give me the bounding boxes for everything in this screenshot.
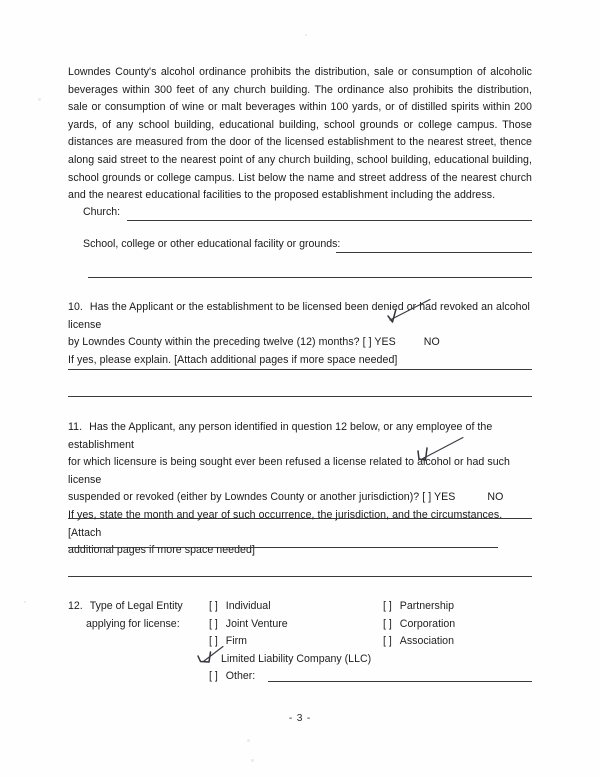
school-field-line[interactable]	[336, 252, 532, 253]
option-other[interactable]	[209, 668, 371, 686]
question-11-number: 11.	[68, 421, 83, 433]
question-12-label	[68, 598, 183, 633]
question-12-number: 12.	[68, 600, 83, 612]
scan-speck	[251, 759, 254, 762]
question-10-line-3: If yes, please explain. [Attach additional pages if more space needed]	[68, 353, 398, 366]
question-12-options-left	[209, 598, 371, 686]
question-10-number: 10.	[68, 301, 83, 313]
question-10-line-1-text: Has the Applicant or the establishment to be licensed been denied or had revoked an alcohol license	[68, 301, 530, 331]
option-firm[interactable]	[209, 633, 371, 651]
option-individual[interactable]	[209, 598, 371, 616]
option-firm-label: Firm	[225, 635, 247, 647]
question-11-no-option[interactable]: NO	[487, 491, 504, 504]
option-association-label: Association	[399, 635, 454, 647]
question-9	[68, 64, 532, 205]
question-11-line-2: for which licensure is being sought ever been refused a license related to alcohol or had such license	[68, 456, 510, 486]
question-9-text: Lowndes County's alcohol ordinance prohibits the distribution, sale or consumption of alcoholic beverages within 300 feet of any church building. The ordinance also prohibits the distribution, sale or consumption of wine or malt beverages within 100 yards, or of distilled spirits within 200 yards, of any school building, educational building, school grounds or college campus. Those distances are measured from the door of the licensed establishment to the nearest street, thence along said street to the nearest point of any church building, school building, educational building, school grounds or college campus. List below the name and street address of the nearest church and the nearest educational facilities to the proposed establishment including the address.	[68, 66, 532, 202]
school-field-label: School, college or other educational facility or grounds:	[83, 238, 341, 250]
question-11-line-3	[68, 489, 532, 507]
scan-speck	[247, 739, 250, 742]
q10-answer-line-2[interactable]	[68, 396, 532, 397]
question-10-line-1	[68, 299, 532, 334]
checkbox-individual[interactable]: [ ]	[209, 600, 218, 612]
checkbox-partnership[interactable]: [ ]	[383, 600, 392, 612]
option-other-line[interactable]	[268, 681, 532, 682]
question-12-options-right	[383, 598, 455, 651]
option-corporation[interactable]	[383, 616, 455, 634]
question-10-no-option[interactable]: NO	[423, 336, 440, 349]
page-number: - 3 -	[288, 713, 312, 724]
q9-continuation-line[interactable]	[88, 277, 532, 278]
question-12-label-line-2: applying for license:	[86, 617, 180, 630]
question-10-yes-option[interactable]: by Lowndes County within the preceding twelve (12) months? [ ] YES	[68, 336, 396, 349]
question-11-line-4: If yes, state the month and year of such occurrence, the jurisdiction, and the circumstances. [Attach	[68, 508, 503, 539]
option-joint-venture-label: Joint Venture	[225, 617, 288, 630]
q11-answer-line-1[interactable]	[68, 518, 532, 519]
question-11	[68, 419, 532, 560]
q11-answer-line-2[interactable]	[68, 547, 498, 548]
question-11-line-1-text: Has the Applicant, any person identified in question 12 below, or any employee of the establishment	[68, 421, 493, 451]
option-individual-label: Individual	[225, 600, 271, 612]
question-11-line-5: additional pages if more space needed]	[68, 544, 255, 557]
scan-speck	[24, 601, 26, 603]
option-llc-label: Limited Liability Company (LLC)	[221, 652, 372, 665]
scan-speck	[305, 34, 307, 36]
question-10	[68, 299, 532, 369]
checkbox-firm[interactable]: [ ]	[209, 635, 218, 647]
option-association[interactable]	[383, 633, 455, 651]
church-field-label: Church:	[83, 206, 121, 218]
checkbox-corporation[interactable]: [ ]	[383, 617, 392, 630]
question-11-line-1	[68, 419, 532, 454]
question-11-yes-option[interactable]: suspended or revoked (either by Lowndes County or another jurisdiction)? [ ] YES	[68, 491, 456, 504]
option-partnership[interactable]	[383, 598, 455, 616]
scan-speck	[38, 98, 41, 101]
checkbox-other[interactable]: [ ]	[209, 670, 218, 682]
option-joint-venture[interactable]	[209, 616, 371, 634]
option-corporation-label: Corporation	[399, 617, 456, 630]
question-10-line-2	[68, 334, 532, 352]
checkbox-joint-venture[interactable]: [ ]	[209, 617, 218, 630]
question-12-label-line-1: Type of Legal Entity	[89, 600, 183, 612]
option-partnership-label: Partnership	[399, 600, 454, 612]
checkbox-association[interactable]: [ ]	[383, 635, 392, 647]
option-other-label: Other:	[225, 670, 256, 682]
option-llc[interactable]	[209, 651, 371, 669]
q11-answer-line-3[interactable]	[68, 576, 532, 577]
church-field-line[interactable]	[127, 220, 532, 221]
q10-answer-line-1[interactable]	[68, 369, 532, 370]
